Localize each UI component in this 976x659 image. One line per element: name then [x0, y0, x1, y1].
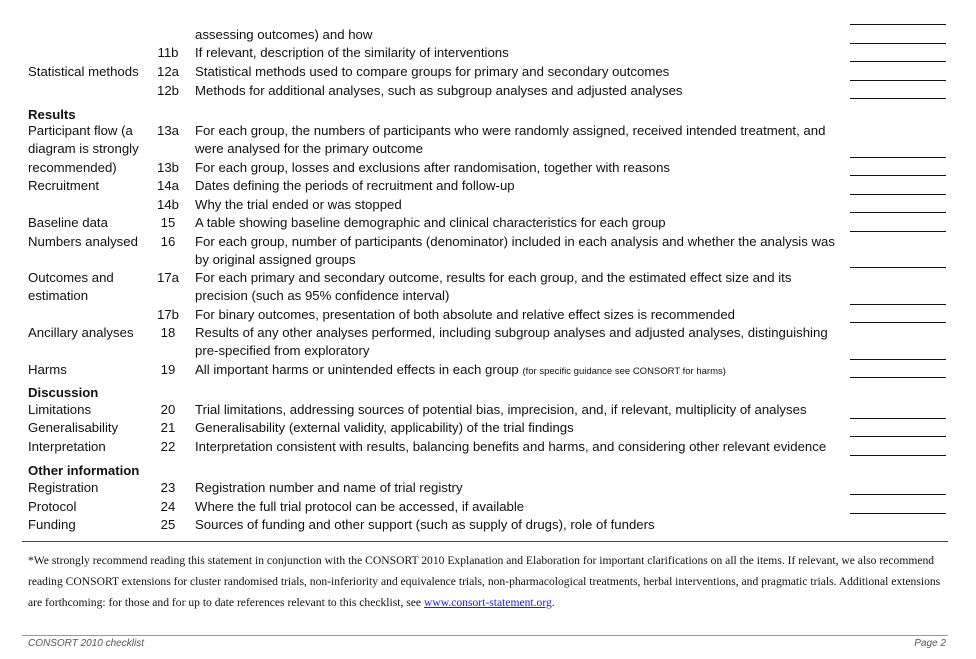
topic-label: Baseline data	[28, 215, 108, 230]
item-description	[195, 401, 840, 419]
item-description-text: For binary outcomes, presentation of both absolute and relative effect sizes is recommended	[195, 307, 736, 322]
item-description-text: pre-specified from exploratory	[195, 343, 370, 358]
footnote	[28, 550, 948, 613]
item-number: 12b	[156, 83, 179, 98]
item-number: 15	[160, 215, 176, 230]
item-number: 14a	[156, 178, 179, 193]
item-description-text: precision (such as 95% confidence interval)	[195, 288, 450, 303]
topic-label: Interpretation	[28, 439, 106, 454]
item-description	[195, 122, 840, 140]
topic-label: diagram is strongly	[28, 141, 139, 156]
item-description	[195, 251, 840, 269]
item-description	[195, 233, 840, 251]
page-reported-answer-line[interactable]	[850, 359, 946, 360]
item-description	[195, 44, 840, 62]
topic-label: Participant flow (a	[28, 123, 133, 138]
item-description-text: Results of any other analyses performed, including subgroup analyses and adjusted analyses, distinguishing	[195, 325, 828, 340]
page-reported-answer-line[interactable]	[850, 418, 946, 419]
item-number: 12a	[156, 64, 179, 79]
page-reported-answer-line[interactable]	[850, 494, 946, 495]
item-description-text: Sources of funding and other support (such as supply of drugs), role of funders	[195, 517, 655, 532]
item-number: 24	[160, 499, 176, 514]
topic-label: Outcomes and	[28, 270, 114, 285]
section-heading: Other information	[28, 463, 140, 478]
page-footer-title: CONSORT 2010 checklist	[28, 638, 144, 649]
item-number: 17a	[156, 270, 179, 285]
item-description-text: For each group, losses and exclusions after randomisation, together with reasons	[195, 160, 671, 175]
item-number: 25	[160, 517, 176, 532]
item-description	[195, 269, 840, 287]
footnote-divider	[22, 541, 948, 542]
item-description-text: Generalisability (external validity, applicability) of the trial findings	[195, 420, 574, 435]
page-number: Page 2	[914, 638, 946, 649]
page-reported-answer-line[interactable]	[850, 175, 946, 176]
topic-label: Numbers analysed	[28, 234, 138, 249]
item-description	[195, 479, 840, 497]
item-description	[195, 214, 840, 232]
item-description	[195, 177, 840, 195]
footnote-end: .	[551, 596, 555, 609]
page-reported-answer-line[interactable]	[850, 322, 946, 323]
item-number: 11b	[157, 45, 179, 60]
item-description	[195, 342, 840, 360]
page-reported-answer-line[interactable]	[850, 267, 946, 268]
item-description	[195, 287, 840, 305]
page-reported-answer-line[interactable]	[850, 61, 946, 62]
item-description-text: A table showing baseline demographic and clinical characteristics for each group	[195, 215, 666, 230]
page-reported-answer-line[interactable]	[850, 194, 946, 195]
item-description	[195, 26, 840, 44]
page-reported-answer-line[interactable]	[850, 436, 946, 437]
item-description-text: Trial limitations, addressing sources of potential bias, imprecision, and, if relevant, multiplicity of analyses	[195, 402, 807, 417]
item-description-text: by original assigned groups	[195, 252, 356, 267]
item-description-text: Dates defining the periods of recruitment and follow-up	[195, 178, 515, 193]
item-description	[195, 63, 840, 81]
item-description-text: For each primary and secondary outcome, results for each group, and the estimated effect size and its	[195, 270, 792, 285]
item-number: 22	[160, 439, 176, 454]
item-description-text: Methods for additional analyses, such as subgroup analyses and adjusted analyses	[195, 83, 683, 98]
item-number: 17b	[156, 307, 179, 322]
page-footer-divider	[22, 635, 948, 636]
topic-label: Funding	[28, 517, 76, 532]
page-reported-answer-line[interactable]	[850, 43, 946, 44]
topic-label: Harms	[28, 362, 67, 377]
item-description	[195, 159, 840, 177]
item-description-text: assessing outcomes) and how	[195, 27, 373, 42]
item-description-text: All important harms or unintended effects in each group	[195, 362, 519, 377]
item-description-text: were analysed for the primary outcome	[195, 141, 423, 156]
item-description	[195, 438, 840, 456]
item-description-text: Where the full trial protocol can be accessed, if available	[195, 499, 525, 514]
page-reported-answer-line[interactable]	[850, 24, 946, 25]
item-number: 16	[160, 234, 176, 249]
item-number: 21	[160, 420, 176, 435]
item-description	[195, 140, 840, 158]
topic-label: Limitations	[28, 402, 92, 417]
page-reported-answer-line[interactable]	[850, 455, 946, 456]
item-description	[195, 419, 840, 437]
consort-statement-link[interactable]: www.consort-statement.org	[423, 596, 552, 609]
item-description-text: For each group, the numbers of participants who were randomly assigned, received intended treatment, and	[195, 123, 826, 138]
topic-label: Registration	[28, 480, 99, 495]
item-description-text: For each group, number of participants (denominator) included in each analysis and whether the analysis was	[195, 234, 835, 249]
item-number: 13b	[156, 160, 179, 175]
item-description	[195, 82, 840, 100]
item-description-text: Registration number and name of trial registry	[195, 480, 463, 495]
topic-label: estimation	[28, 288, 89, 303]
item-description	[195, 361, 840, 381]
page-reported-answer-line[interactable]	[850, 513, 946, 514]
item-description-text: If relevant, description of the similarity of interventions	[195, 45, 509, 60]
topic-label: Statistical methods	[28, 64, 139, 79]
topic-label: Generalisability	[28, 420, 119, 435]
page-reported-answer-line[interactable]	[850, 212, 946, 213]
item-description	[195, 498, 840, 516]
page-reported-answer-line[interactable]	[850, 377, 946, 378]
item-description	[195, 306, 840, 324]
section-heading: Discussion	[28, 385, 99, 400]
topic-label: recommended)	[28, 160, 117, 175]
item-description-text: Statistical methods used to compare groups for primary and secondary outcomes	[195, 64, 670, 79]
item-description-text: Interpretation consistent with results, balancing benefits and harms, and considering other relevant evidence	[195, 439, 827, 454]
item-number: 19	[160, 362, 176, 377]
page-reported-answer-line[interactable]	[850, 98, 946, 99]
item-number: 18	[160, 325, 176, 340]
item-number: 13a	[156, 123, 179, 138]
page-reported-answer-line[interactable]	[850, 157, 946, 158]
item-number: 14b	[156, 197, 179, 212]
item-description	[195, 196, 840, 214]
item-note: (for specific guidance see CONSORT for harms)	[522, 366, 726, 377]
item-number: 20	[160, 402, 176, 417]
item-description	[195, 516, 840, 534]
footnote-text: *We strongly recommend reading this statement in conjunction with the CONSORT 2010 Explanation and Elaboration for important clarifications on all the items. If relevant, we also recommend reading CONSORT extensions for cluster randomised trials, non-inferiority and equivalence trials, non-pharmacological treatments, herbal interventions, and pragmatic trials. Additional extensions are forthcoming: for those and for up to date references relevant to this checklist, see	[28, 554, 941, 609]
topic-label: Ancillary analyses	[28, 325, 134, 340]
item-description	[195, 324, 840, 342]
topic-label: Protocol	[28, 499, 77, 514]
item-number: 23	[160, 480, 176, 495]
page-reported-answer-line[interactable]	[850, 304, 946, 305]
topic-label: Recruitment	[28, 178, 100, 193]
section-heading: Results	[28, 107, 76, 122]
page-reported-answer-line[interactable]	[850, 80, 946, 81]
page-reported-answer-line[interactable]	[850, 231, 946, 232]
item-description-text: Why the trial ended or was stopped	[195, 197, 402, 212]
